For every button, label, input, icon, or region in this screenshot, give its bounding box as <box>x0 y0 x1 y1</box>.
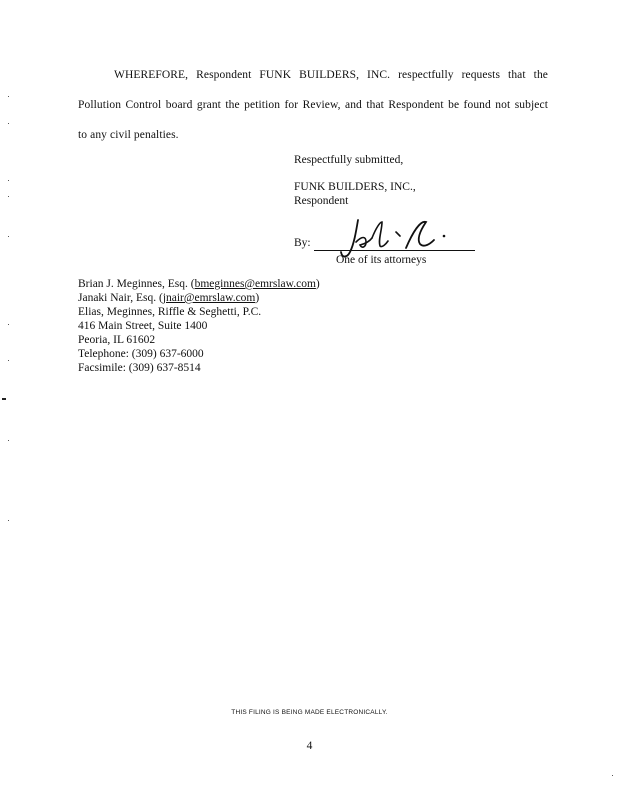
scan-speck <box>8 440 9 441</box>
counsel-paren-1: ) <box>315 278 320 290</box>
firm-city: Peoria, IL 61602 <box>78 334 156 346</box>
signature-caption: One of its attorneys <box>336 254 427 266</box>
scan-mark <box>2 398 6 400</box>
party-role: Respondent <box>294 195 349 207</box>
paragraph-line-2: Pollution Control board grant the petition for Review, and that Respondent be found not subject <box>78 99 548 111</box>
scan-speck <box>8 324 9 325</box>
firm-telephone: Telephone: (309) 637-6000 <box>78 348 204 360</box>
counsel-name-1: Brian J. Meginnes, Esq. ( <box>78 278 195 290</box>
counsel-email-1[interactable]: bmeginnes@emrslaw.com <box>194 278 316 290</box>
page-number: 4 <box>306 740 313 752</box>
scan-speck <box>8 236 9 237</box>
scan-speck <box>8 360 9 361</box>
counsel-line-1 <box>78 278 320 290</box>
scan-speck <box>8 196 9 197</box>
firm-street: 416 Main Street, Suite 1400 <box>78 320 208 332</box>
closing-text: Respectfully submitted, <box>294 154 404 166</box>
scan-speck <box>612 775 613 776</box>
firm-name: Elias, Meginnes, Riffle & Seghetti, P.C. <box>78 306 262 318</box>
counsel-paren-2: ) <box>255 292 260 304</box>
scan-speck <box>8 123 9 124</box>
paragraph-line-1: WHEREFORE, Respondent FUNK BUILDERS, INC. respectfully requests that the <box>114 69 548 81</box>
paragraph-line-3: to any civil penalties. <box>78 129 179 141</box>
scan-speck <box>8 180 9 181</box>
firm-facsimile: Facsimile: (309) 637-8514 <box>78 362 201 374</box>
counsel-line-2 <box>78 292 259 304</box>
electronic-filing-note: THIS FILING IS BEING MADE ELECTRONICALLY. <box>231 709 388 716</box>
counsel-name-2: Janaki Nair, Esq. ( <box>78 292 163 304</box>
counsel-email-2[interactable]: jnair@emrslaw.com <box>162 292 256 304</box>
party-name: FUNK BUILDERS, INC., <box>294 181 416 193</box>
by-label: By: <box>294 237 311 249</box>
scan-speck <box>8 96 9 97</box>
scan-speck <box>8 520 9 521</box>
